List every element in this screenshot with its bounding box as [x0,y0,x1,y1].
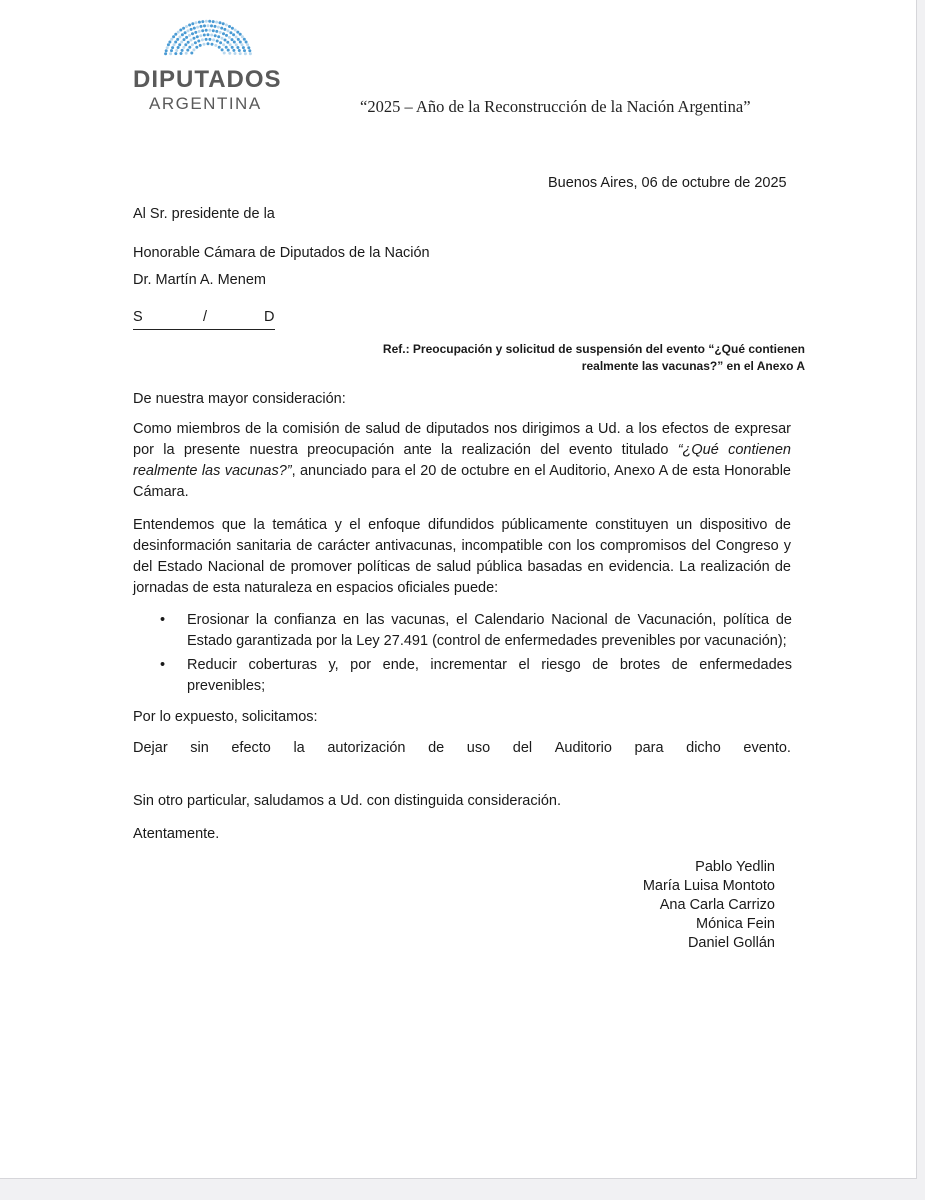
logo-dot [248,49,251,52]
logo-dot [194,31,197,34]
logo-dot [171,46,174,49]
logo-dot [232,33,235,36]
reference-line-2: realmente las vacunas?” en el Anexo A [581,359,805,373]
addressee-line-1: Al Sr. presidente de la [133,206,275,222]
logo-dot [193,27,196,30]
signer-name: Mónica Fein [696,916,775,932]
logo-dot [231,38,234,41]
request-word: para [634,740,664,756]
logo-dot [225,24,228,27]
paragraph-1-tail: , anunciado para el 20 de octubre en el Auditorio, Anexo A de esta Honorable Cámara. [133,463,791,500]
logo-dot [221,37,224,40]
request-word: dicho [686,740,721,756]
logo-dot [214,44,217,47]
logo-dot [207,24,210,27]
logo-dot [244,52,247,55]
logo-dot [194,41,197,44]
logo-dot [191,22,194,25]
logo-dot [219,21,222,24]
paragraph-1-text: Como miembros de la comisión de salud de diputados nos dirigimos a Ud. a los efectos de expresar por la presente nuestra preocupación ante la realización del evento titulado [133,421,791,458]
logo-dot [235,36,238,39]
logo-dot [203,24,206,27]
logo-dot [211,43,214,46]
logo-dot [199,34,202,37]
paragraph-1 [133,419,791,503]
logo-dot [205,38,208,41]
logo-dot [201,29,204,32]
logo-dot [176,38,179,41]
logo-dot [226,41,229,44]
sd-slash: / [203,309,208,325]
year-motto: “2025 – Año de la Reconstrucción de la Nación Argentina” [360,97,751,116]
logo-dot [198,21,201,24]
logo-dot [173,43,176,46]
logo-dot [222,22,225,25]
request-word: del [512,740,533,756]
list-item-text: Erosionar la confianza en las vacunas, el Calendario Nacional de Vacunación, política de Estado garantizada por la Ley 27.491 (control de enfermedades prevenibles por vacunación); [187,612,792,649]
logo-dot [212,20,215,23]
logo-dot [227,29,230,32]
logo-dot [237,38,240,41]
logo-dot [214,34,217,37]
logo-dot [188,46,191,49]
logo-dot [221,48,224,51]
logo-dot [203,43,206,46]
logo-dot [170,38,173,41]
logo-dot [215,21,218,24]
logo-dot [239,33,242,36]
logo-dot [169,52,172,55]
logo-dot [223,52,226,55]
logo-subtitle: ARGENTINA [149,94,262,113]
list-item [160,655,792,697]
logo-dot [201,38,204,41]
logo-dot [232,49,235,52]
logo-dot [180,52,183,55]
logo-dot [245,41,248,44]
logo-dot [191,32,194,35]
logo-dot [241,43,244,46]
logo-dot [177,31,180,34]
logo-dot [210,24,213,27]
logo-dot [180,41,183,44]
logo-dot [197,40,200,43]
addressee-line-2: Honorable Cámara de Diputados de la Nación [133,245,430,261]
reference [320,341,805,375]
logo-dot [228,36,231,39]
sd-d: D [264,309,275,325]
request-word: Dejar [133,740,168,756]
logo-dot [220,27,223,30]
logo-dot [214,25,217,28]
logo-dot [223,28,226,31]
logo-dot [239,41,242,44]
logo-dot [225,34,228,37]
logo-dot [246,43,249,46]
request-line [133,738,791,758]
sign-off: Atentamente. [133,826,220,842]
list-item [160,610,792,652]
logo-dot [222,32,225,35]
logo-dot [182,27,185,30]
logo-dot [174,41,177,44]
logo-dot [172,35,175,38]
closing: Sin otro particular, saludamos a Ud. con distinguida consideración. [133,793,561,809]
logo-dot [195,46,198,49]
signatories [643,858,775,953]
logo-dot [199,44,202,47]
logo-dot [216,40,219,43]
logo-dot [190,52,193,55]
logo-dot [187,29,190,32]
logo-dot [205,20,208,23]
logo-dot [177,46,180,49]
logo-dot [234,29,237,32]
signer-name: Daniel Gollán [687,935,775,951]
logo-dot [225,46,228,49]
logo-dot [185,52,188,55]
diputados-logo [133,16,283,116]
sd-line [133,309,275,330]
logo-dot [242,46,245,49]
addressee-line-3: Dr. Martín A. Menem [133,272,266,288]
logo-dot [208,38,211,41]
logo-dot [183,38,186,41]
logo-dot [195,21,198,24]
logo-dot [228,52,231,55]
logo-dot [192,48,195,51]
logo-dot [196,26,199,29]
logo-dot [193,37,196,40]
signer-name: María Luisa Montoto [642,878,775,894]
request-word: uso [466,740,491,756]
list-item-text: Reducir coberturas y, por ende, incrementar el riesgo de brotes de enfermedades prevenibles; [187,657,792,694]
logo-dot [236,46,239,49]
logo-dot [181,33,184,36]
logo-dot [190,28,193,31]
logo-dot [222,43,225,46]
logo-dot [174,52,177,55]
logo-dot [212,29,215,32]
logo-dot [219,31,222,34]
logo-dot [218,46,221,49]
logo-dot [188,34,191,37]
reference-line-1: Ref.: Preocupación y solicitud de suspensión del evento “¿Qué contienen [382,342,805,356]
logo-dot [212,38,215,41]
request-intro: Por lo expuesto, solicitamos: [133,709,318,725]
logo-dot [249,52,252,55]
logo-dot [207,42,210,45]
logo-dot [247,46,250,49]
signer-name: Pablo Yedlin [695,859,775,875]
logo-dot [168,41,171,44]
logo-dot [201,20,204,23]
logo-dot [235,43,238,46]
logo-dot [185,36,188,39]
request-word: de [428,740,445,756]
logo-dot [179,29,182,32]
request-word: sin [190,740,209,756]
logo-dot [178,43,181,46]
logo-dot [175,49,178,52]
logo-dot [181,49,184,52]
request-word: efecto [231,740,271,756]
logo-dot [184,31,187,34]
logo-dot [233,41,236,44]
bullet-icon: • [160,657,166,673]
logo-dot [164,52,167,55]
logo-dot [200,25,203,28]
logo-dot [229,43,232,46]
salutation: De nuestra mayor consideración: [133,391,346,407]
logo-dot [238,49,241,52]
logo-dot [217,26,220,29]
paragraph-2: Entendemos que la temática y el enfoque difundidos públicamente constituyen un dispositivo de desinformación sanitaria de carácter antivacunas, incompatible con los compromisos del Congreso y del Estado Nacional de promover políticas de salud pública basadas en evidencia. La realización de jornadas de esta naturaleza en espacios oficiales puede: [133,517,791,596]
logo-dot [241,35,244,38]
logo-dot [187,41,190,44]
logo-dot [231,27,234,30]
logo-dot [228,25,231,28]
request-word: la [293,740,305,756]
logo-dot [188,24,191,27]
request-word: Auditorio [554,740,612,756]
logo-dot [208,20,211,23]
hemicycle-logo-icon [133,16,283,64]
logo-dot [234,52,237,55]
logo-dot [231,46,234,49]
logo-dot [170,49,173,52]
logo-dot [167,43,170,46]
logo-title: DIPUTADOS [133,66,282,93]
logo-dot [174,33,177,36]
bullet-icon: • [160,612,166,628]
logo-dot [203,34,206,37]
logo-dot [184,43,187,46]
logo-dot [186,49,189,52]
sd-s: S [133,309,143,325]
logo-dot [198,30,201,33]
logo-dot [215,30,218,33]
logo-dot [236,31,239,34]
logo-dot [191,43,194,46]
logo-dot [185,25,188,28]
logo-dot [224,39,227,42]
logo-dot [190,39,193,42]
concerns-list [160,610,792,700]
logo-dot [243,49,246,52]
logo-dot [208,29,211,32]
logo-dot [217,35,220,38]
logo-dot [219,41,222,44]
logo-dot [210,34,213,37]
logo-dot [166,46,169,49]
logo-dot [229,31,232,34]
logo-dot [205,29,208,32]
logo-dot [165,49,168,52]
request-word: autorización [327,740,406,756]
date-line: Buenos Aires, 06 de octubre de 2025 [548,175,787,191]
request-word: evento. [743,740,791,756]
logo-dot [182,46,185,49]
logo-dot [207,33,210,36]
logo-dot [243,38,246,41]
logo-dot [227,49,230,52]
signer-name: Ana Carla Carrizo [659,897,775,913]
logo-dot [239,52,242,55]
event-title: “¿Qué contienen realmente las vacunas?” [133,442,791,479]
logo-dot [178,36,181,39]
logo-dot [196,35,199,38]
